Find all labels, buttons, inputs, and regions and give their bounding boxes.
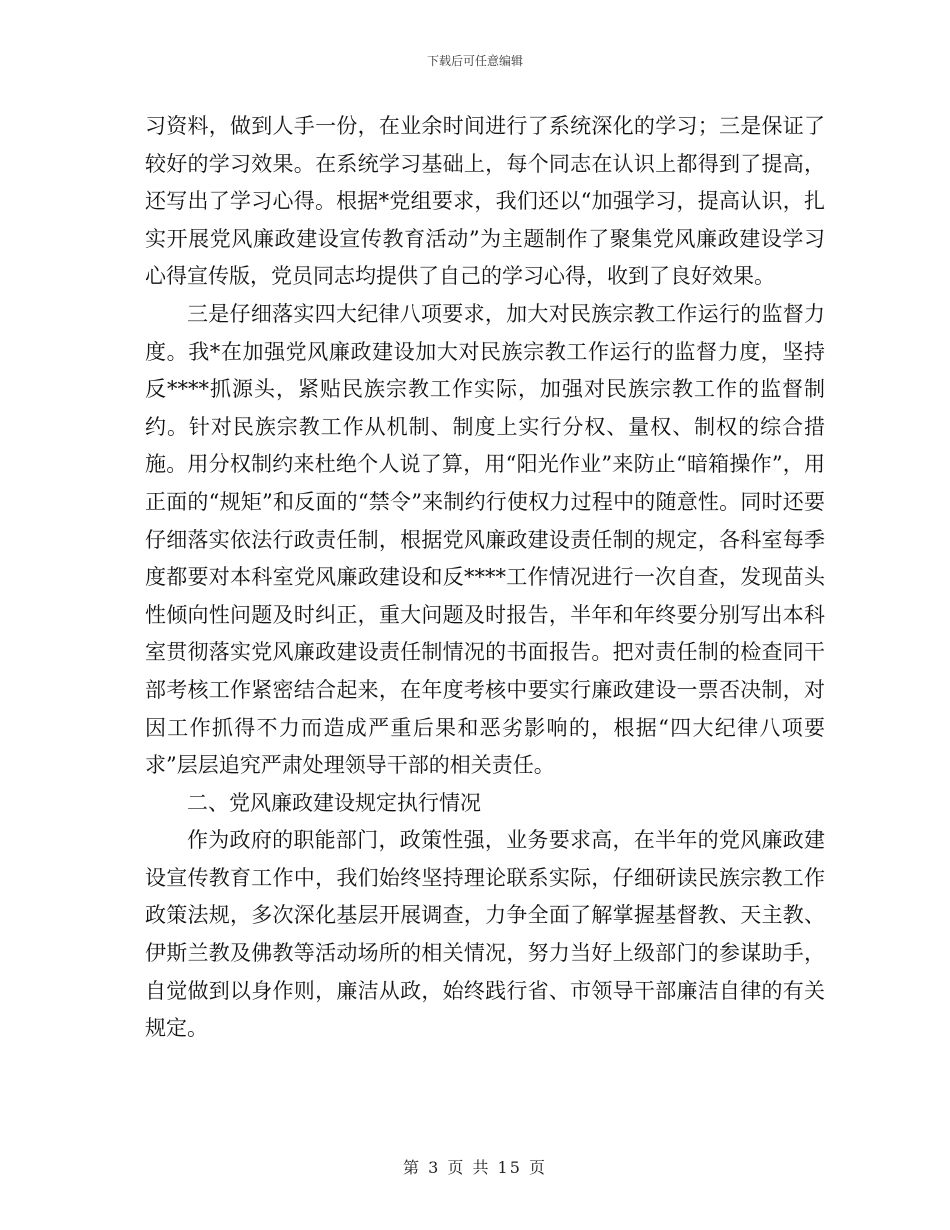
- paragraph-supervision: 三是仔细落实四大纪律八项要求，加大对民族宗教工作运行的监督力度。我*在加强党风廉政建设加大对民族宗教工作运行的监督力度，坚持反****抓源头，紧贴民族宗教工作实际，加强对民族宗教工作的监督制约。针对民族宗教工作从机制、制度上实行分权、量权、制权的综合措施。用分权制约来杜绝个人说了算，用“阳光作业”来防止“暗箱操作”，用正面的“规矩”和反面的“禁令”来制约行使权力过程中的随意性。同时还要仔细落实依法行政责任制，根据党风廉政建设责任制的规定，各科室每季度都要对本科室党风廉政建设和反****工作情况进行一次自查，发现苗头性倾向性问题及时纠正，重大问题及时报告，半年和年终要分别写出本科室贯彻落实党风廉政建设责任制情况的书面报告。把对责任制的检查同干部考核工作紧密结合起来，在年度考核中要实行廉政建设一票否决制，对因工作抓得不力而造成严重后果和恶劣影响的，根据“四大纪律八项要求”层层追究严肃处理领导干部的相关责任。: [145, 301, 825, 778]
- page-number-footer: 第 3 页 共 15 页: [403, 1158, 547, 1177]
- paragraph-study-results: 习资料，做到人手一份，在业余时间进行了系统深化的学习；三是保证了较好的学习效果。在系统学习基础上，每个同志在认识上都得到了提高，还写出了学习心得。根据*党组要求，我们还以“加强学习，提高认识，扎实开展党风廉政建设宣传教育活动”为主题制作了聚集党风廉政建设学习心得宣传版，党员同志均提供了自己的学习心得，收到了良好效果。: [145, 114, 825, 289]
- section-heading-regulations: 二、党风廉政建设规定执行情况: [187, 790, 481, 815]
- header-note: 下载后可任意编辑: [426, 54, 523, 68]
- paragraph-regulation-execution: 作为政府的职能部门，政策性强，业务要求高，在半年的党风廉政建设宣传教育工作中，我们始终坚持理论联系实际，仔细研读民族宗教工作政策法规，多次深化基层开展调查，力争全面了解掌握基督教、天主教、伊斯兰教及佛教等活动场所的相关情况，努力当好上级部门的参谋助手，自觉做到以身作则，廉洁从政，始终践行省、市领导干部廉洁自律的有关规定。: [145, 828, 825, 1041]
- document-body: [145, 108, 825, 1048]
